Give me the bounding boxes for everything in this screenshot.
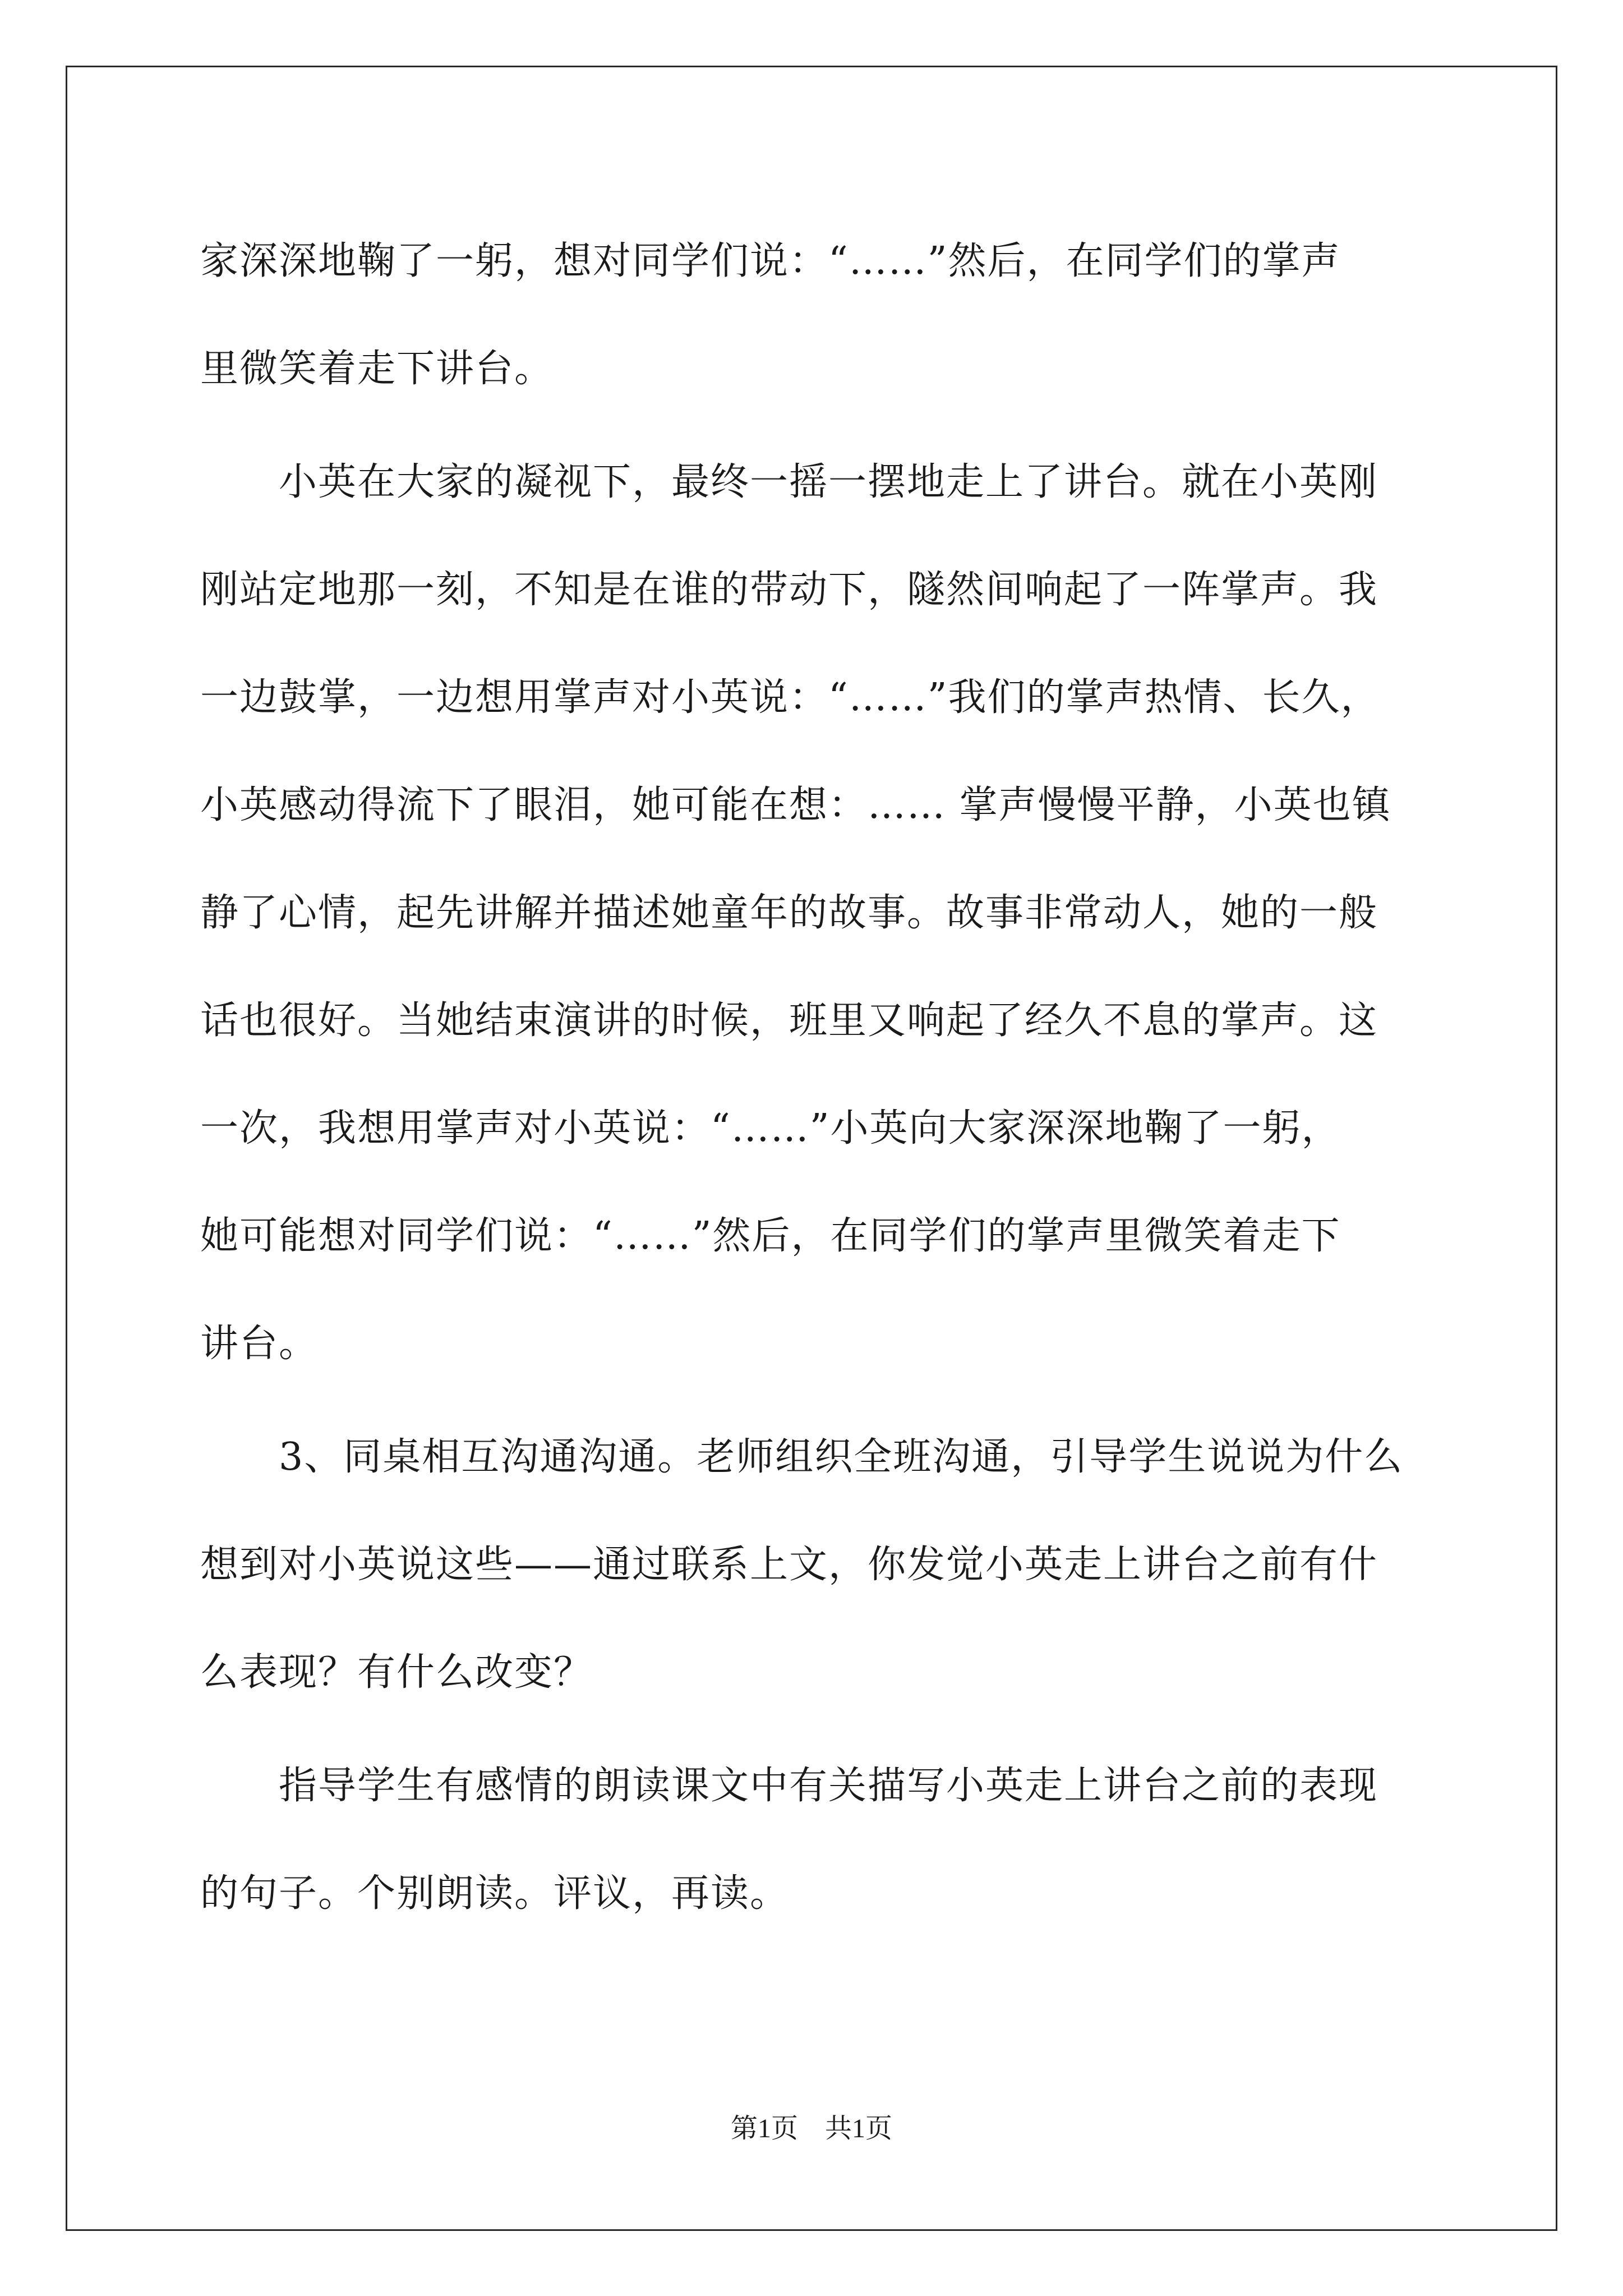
text-line: 小英感动得流下了眼泪，她可能在想：…… 掌声慢慢平静，小英也镇 <box>200 783 1391 827</box>
text-line: 静了心情，起先讲解并描述她童年的故事。故事非常动人，她的一般 <box>200 891 1378 935</box>
text-line: 么表现？有什么改变？ <box>200 1650 593 1695</box>
text-line: 一边鼓掌，一边想用掌声对小英说：“……”我们的掌声热情、长久， <box>200 675 1380 720</box>
document-body <box>200 208 1434 1948</box>
text-line: 她可能想对同学们说：“……”然后，在同学们的掌声里微笑着走下 <box>200 1214 1341 1258</box>
text-line: 话也很好。当她结束演讲的时候，班里又响起了经久不息的掌声。这 <box>200 999 1378 1043</box>
text-line: 里微笑着走下讲台。 <box>200 347 554 391</box>
text-line: 3、同桌相互沟通沟通。老师组织全班沟通，引导学生说说为什么 <box>279 1435 1404 1479</box>
text-line: 家深深地鞠了一躬，想对同学们说：“……”然后，在同学们的掌声 <box>200 239 1341 283</box>
page-number: 第1页 共1页 <box>730 2114 892 2143</box>
text-line: 想到对小英说这些——通过联系上文，你发觉小英走上讲台之前有什 <box>200 1543 1378 1587</box>
text-line: 的句子。个别朗读。评议，再读。 <box>200 1871 790 1916</box>
text-line: 讲台。 <box>200 1322 319 1366</box>
text-line: 指导学生有感情的朗读课文中有关描写小英走上讲台之前的表现 <box>279 1764 1378 1808</box>
text-line: 刚站定地那一刻，不知是在谁的带动下，隧然间响起了一阵掌声。我 <box>200 568 1378 612</box>
text-line: 小英在大家的凝视下，最终一摇一摆地走上了讲台。就在小英刚 <box>279 460 1378 504</box>
text-line: 一次，我想用掌声对小英说：“……”小英向大家深深地鞠了一躬， <box>200 1106 1341 1151</box>
